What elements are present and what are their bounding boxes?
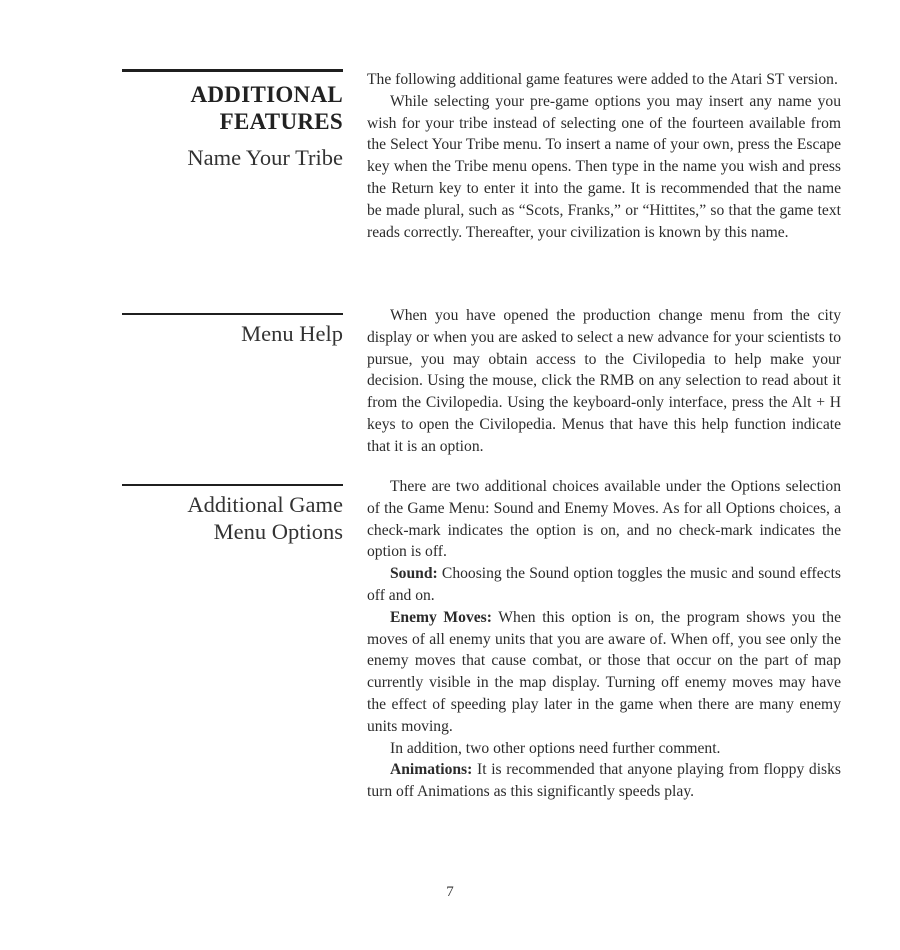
additional-features-heading bbox=[122, 81, 343, 171]
sound-paragraph bbox=[367, 563, 841, 607]
enemy-moves-term: Enemy Moves: bbox=[390, 608, 492, 626]
menu-help-body bbox=[367, 305, 841, 458]
name-your-tribe-body bbox=[367, 69, 841, 243]
animations-text: It is recommended that anyone playing from floppy disks turn off Animations as this significantly speeds play. bbox=[367, 761, 841, 801]
animations-paragraph bbox=[367, 759, 841, 803]
animations-term: Animations: bbox=[390, 761, 473, 779]
name-your-tribe-heading: Name Your Tribe bbox=[187, 145, 343, 170]
section-rule-additional-features bbox=[122, 69, 343, 72]
intro-paragraph: The following additional game features were added to the Atari ST version. bbox=[367, 71, 838, 88]
menu-help-paragraph: When you have opened the production change menu from the city display or when you are asked to select a new advance for your scientists to pursue, you may obtain access to the Civilopedia to help make your decision. Using the mouse, click the RMB on any selection to read about it from the Civilopedia. Using the keyboard-only interface, press the Alt + H keys to open the Civilopedia. Menus that have this help function indicate that it is an option. bbox=[367, 307, 841, 455]
game-menu-options-body bbox=[367, 476, 841, 803]
section-rule-menu-help bbox=[122, 313, 343, 315]
addition-paragraph: In addition, two other options need further comment. bbox=[390, 739, 721, 757]
enemy-moves-paragraph bbox=[367, 607, 841, 738]
enemy-moves-text: When this option is on, the program shows you the moves of all enemy units that you are aware of. When off, you see only the enemy moves that cause combat, or those that occur on the part of map currently visible in the map display. Turning off enemy moves may have the effect of speeding play later in the game when there are many enemy units moving. bbox=[367, 608, 841, 735]
main-heading-line1: ADDITIONAL bbox=[190, 82, 343, 107]
game-menu-options-heading-line1: Additional Game bbox=[187, 492, 343, 517]
options-intro-paragraph: There are two additional choices available under the Options selection of the Game Menu: Sound and Enemy Moves. As for all Options choices, a check-mark indicates the option is on, and no check-mark indicates the option is off. bbox=[367, 478, 841, 561]
tribe-paragraph: While selecting your pre-game options you may insert any name you wish for your tribe instead of selecting one of the fourteen available from the Select Your Tribe menu. To insert a name of your own, press the Escape key when the Tribe menu opens. Then type in the name you wish and press the Return key to enter it into the game. It is recommended that the name be made plural, such as “Scots, Franks,” or “Hittites,” so that the game text reads correctly. Thereafter, your civilization is known by this name. bbox=[367, 92, 841, 241]
main-heading-line2: FEATURES bbox=[219, 109, 343, 134]
menu-help-heading: Menu Help bbox=[241, 321, 343, 346]
game-menu-options-heading-block bbox=[122, 491, 343, 545]
section-rule-game-menu-options bbox=[122, 484, 343, 486]
sound-text: Choosing the Sound option toggles the music and sound effects off and on. bbox=[367, 565, 841, 604]
game-menu-options-heading-line2: Menu Options bbox=[213, 519, 343, 544]
page-number: 7 bbox=[446, 884, 454, 900]
menu-help-heading-block bbox=[122, 320, 343, 347]
sound-term: Sound: bbox=[390, 565, 438, 583]
